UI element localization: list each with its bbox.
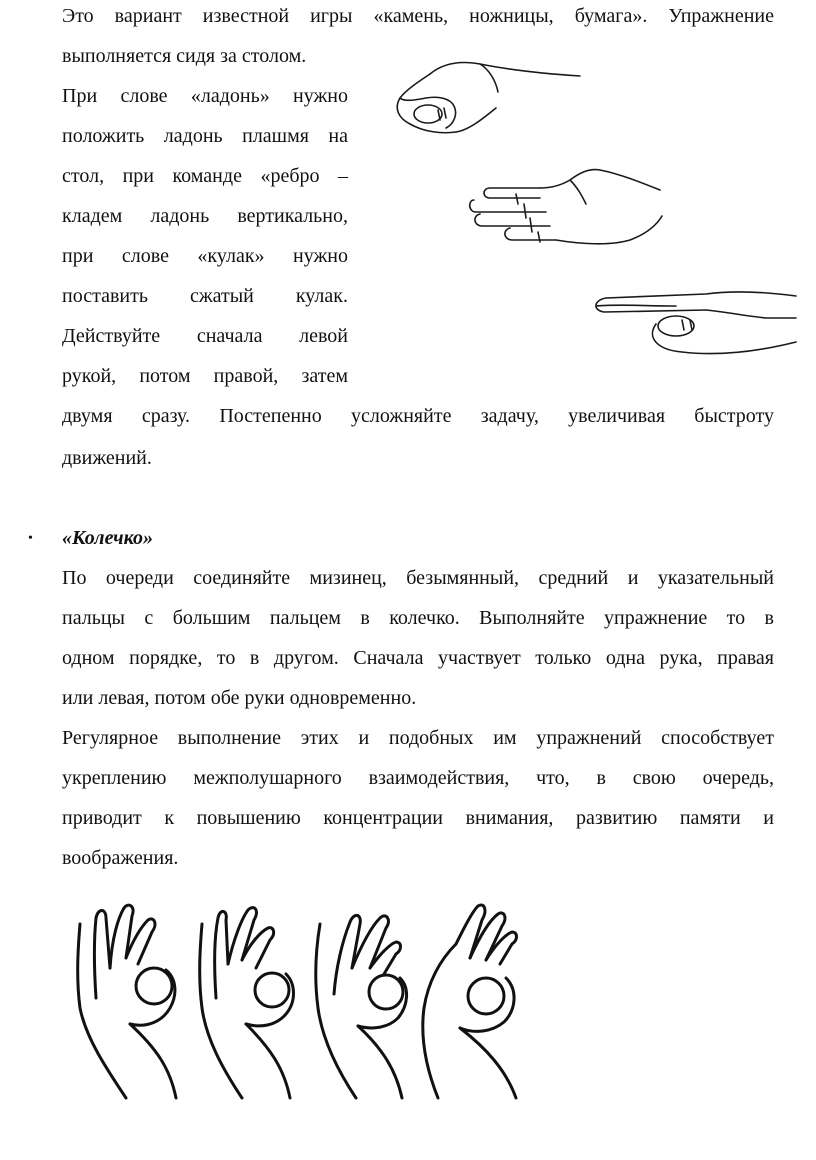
fist-hand-illustration	[380, 52, 590, 152]
ring-hands-illustration	[66, 898, 546, 1100]
section-line-8: воображения.	[62, 847, 179, 869]
intro-line-1: Это вариант известной игры «камень, ножницы, бумага». Упражнение	[62, 5, 774, 27]
section-line-7: приводит к повышению концентрации внимания, развитию памяти и	[62, 807, 774, 829]
intro-line-3: При слове «ладонь» нужно	[62, 85, 348, 107]
section-line-1: По очереди соединяйте мизинец, безымянный, средний и указательный	[62, 567, 774, 589]
section-line-6: укреплению межполушарного взаимодействия, что, в свою очередь,	[62, 767, 774, 789]
intro-line-10: рукой, потом правой, затем	[62, 365, 348, 387]
ring-hand-1	[78, 905, 176, 1098]
ring-hand-2	[200, 908, 294, 1098]
ring-hand-3	[316, 915, 407, 1098]
section-line-5: Регулярное выполнение этих и подобных им упражнений способствует	[62, 727, 774, 749]
section-line-3: одном порядке, то в другом. Сначала участвует только одна рука, правая	[62, 647, 774, 669]
intro-line-7: при слове «кулак» нужно	[62, 245, 348, 267]
intro-line-11: двумя сразу. Постепенно усложняйте задачу, увеличивая быстроту	[62, 405, 774, 427]
intro-line-12: движений.	[62, 447, 152, 469]
intro-line-5: стол, при команде «ребро –	[62, 165, 348, 187]
edge-hand-illustration	[460, 160, 670, 260]
section-title: «Колечко»	[62, 527, 154, 549]
bullet-marker: •	[28, 531, 33, 546]
intro-line-8: поставить сжатый кулак.	[62, 285, 348, 307]
intro-line-2: выполняется сидя за столом.	[62, 45, 307, 67]
intro-line-4: положить ладонь плашмя на	[62, 125, 348, 147]
intro-line-9: Действуйте сначала левой	[62, 325, 348, 347]
palm-hand-illustration	[586, 288, 802, 368]
ring-hand-4	[423, 905, 517, 1098]
section-line-4: или левая, потом обе руки одновременно.	[62, 687, 417, 709]
section-line-2: пальцы с большим пальцем в колечко. Выполняйте упражнение то в	[62, 607, 774, 629]
intro-line-6: кладем ладонь вертикально,	[62, 205, 348, 227]
